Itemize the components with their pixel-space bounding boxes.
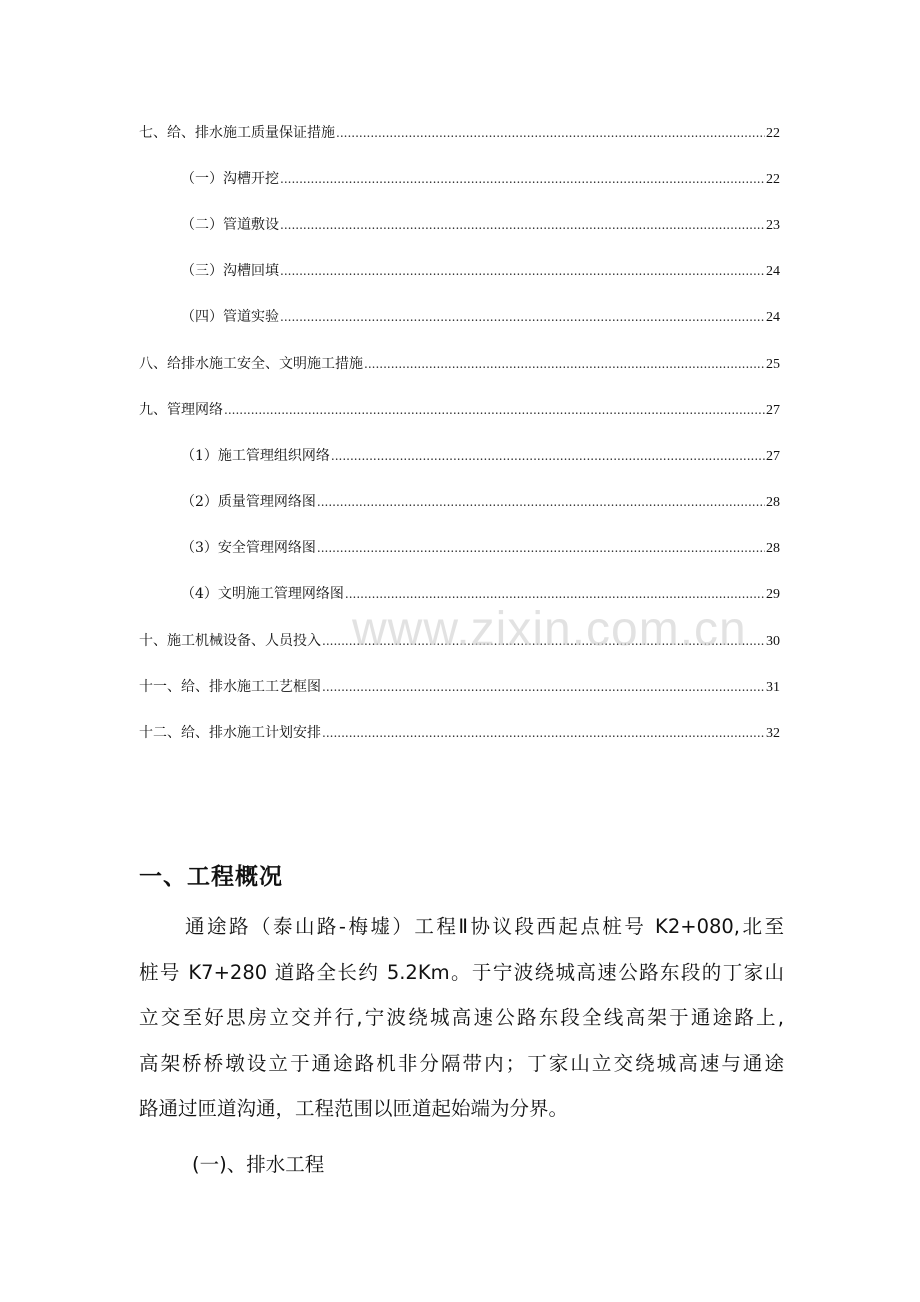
toc-entry-page: 28: [766, 541, 780, 556]
toc-entry-title: 七、给、排水施工质量保证措施: [139, 125, 335, 141]
toc-entry[interactable]: [139, 401, 780, 419]
toc-dot-leader: [280, 308, 765, 326]
toc-entry-title: （二）管道敷设: [181, 217, 279, 233]
toc-entry-title: 十、施工机械设备、人员投入: [139, 633, 321, 649]
paragraph-line: 桩号 K7+280 道路全长约 5.2Km。于宁波绕城高速公路东段的丁家山: [139, 960, 784, 984]
toc-entry-title: （1）施工管理组织网络: [181, 448, 330, 464]
paragraph-line: 高架桥桥墩设立于通途路机非分隔带内；丁家山立交绕城高速与通途: [139, 1051, 784, 1075]
toc-entry[interactable]: [139, 724, 780, 742]
toc-dot-leader: [280, 216, 765, 234]
toc-dot-leader: [280, 262, 765, 280]
toc-dot-leader: [280, 170, 765, 188]
toc-entry[interactable]: [181, 447, 780, 465]
toc-entry-page: 24: [766, 264, 780, 279]
toc-entry-page: 28: [766, 495, 780, 510]
paragraph-line: 路通过匝道沟通，工程范围以匝道起始端为分界。: [139, 1097, 569, 1121]
toc-entry[interactable]: [139, 124, 780, 142]
toc-dot-leader: [224, 401, 765, 419]
toc-entry-title: （4）文明施工管理网络图: [181, 586, 344, 602]
toc-dot-leader: [345, 585, 765, 603]
toc-dot-leader: [364, 355, 765, 373]
toc-entry-title: 九、管理网络: [139, 402, 223, 418]
toc-dot-leader: [322, 678, 765, 696]
toc-entry-title: （一）沟槽开挖: [181, 171, 279, 187]
toc-entry-title: （3）安全管理网络图: [181, 540, 316, 556]
toc-entry-page: 31: [766, 680, 780, 695]
section-heading: 一、工程概况: [139, 864, 283, 890]
paragraph-line: 立交至好思房立交并行,宁波绕城高速公路东段全线高架于通途路上,: [139, 1006, 784, 1030]
toc-entry-title: 十一、给、排水施工工艺框图: [139, 679, 321, 695]
watermark: www.zixin.com.cn: [352, 603, 747, 656]
sub-heading: (一)、排水工程: [192, 1153, 325, 1176]
toc-entry-title: （三）沟槽回填: [181, 263, 279, 279]
toc-entry[interactable]: [181, 170, 780, 188]
toc-entry-page: 30: [766, 634, 780, 649]
toc-entry-title: 八、给排水施工安全、文明施工措施: [139, 356, 363, 372]
toc-entry-page: 24: [766, 310, 780, 325]
toc-entry-page: 29: [766, 587, 780, 602]
toc-dot-leader: [322, 632, 765, 650]
toc-entry[interactable]: [181, 216, 780, 234]
toc-dot-leader: [317, 539, 765, 557]
toc-entry[interactable]: [181, 539, 780, 557]
toc-entry-title: （2）质量管理网络图: [181, 494, 316, 510]
toc-entry[interactable]: [181, 308, 780, 326]
toc-entry[interactable]: [181, 262, 780, 280]
toc-entry-page: 32: [766, 726, 780, 741]
toc-entry-page: 27: [766, 449, 780, 464]
body-paragraph: [139, 904, 784, 1132]
toc-entry-title: （四）管道实验: [181, 309, 279, 325]
toc-dot-leader: [322, 724, 765, 742]
toc-entry[interactable]: [139, 632, 780, 650]
toc-entry[interactable]: [139, 355, 780, 373]
paragraph-line: 通途路（泰山路-梅墟）工程Ⅱ协议段西起点桩号 K2+080,北至: [185, 915, 784, 938]
toc-dot-leader: [331, 447, 765, 465]
toc-dot-leader: [317, 493, 765, 511]
toc-entry[interactable]: [181, 585, 780, 603]
toc-entry-page: 22: [766, 172, 780, 187]
toc-dot-leader: [336, 124, 765, 142]
toc-entry[interactable]: [139, 678, 780, 696]
toc-entry[interactable]: [181, 493, 780, 511]
toc-entry-page: 22: [766, 126, 780, 141]
toc-entry-page: 23: [766, 218, 780, 233]
toc-entry-page: 25: [766, 357, 780, 372]
toc-entry-page: 27: [766, 403, 780, 418]
toc-entry-title: 十二、给、排水施工计划安排: [139, 725, 321, 741]
